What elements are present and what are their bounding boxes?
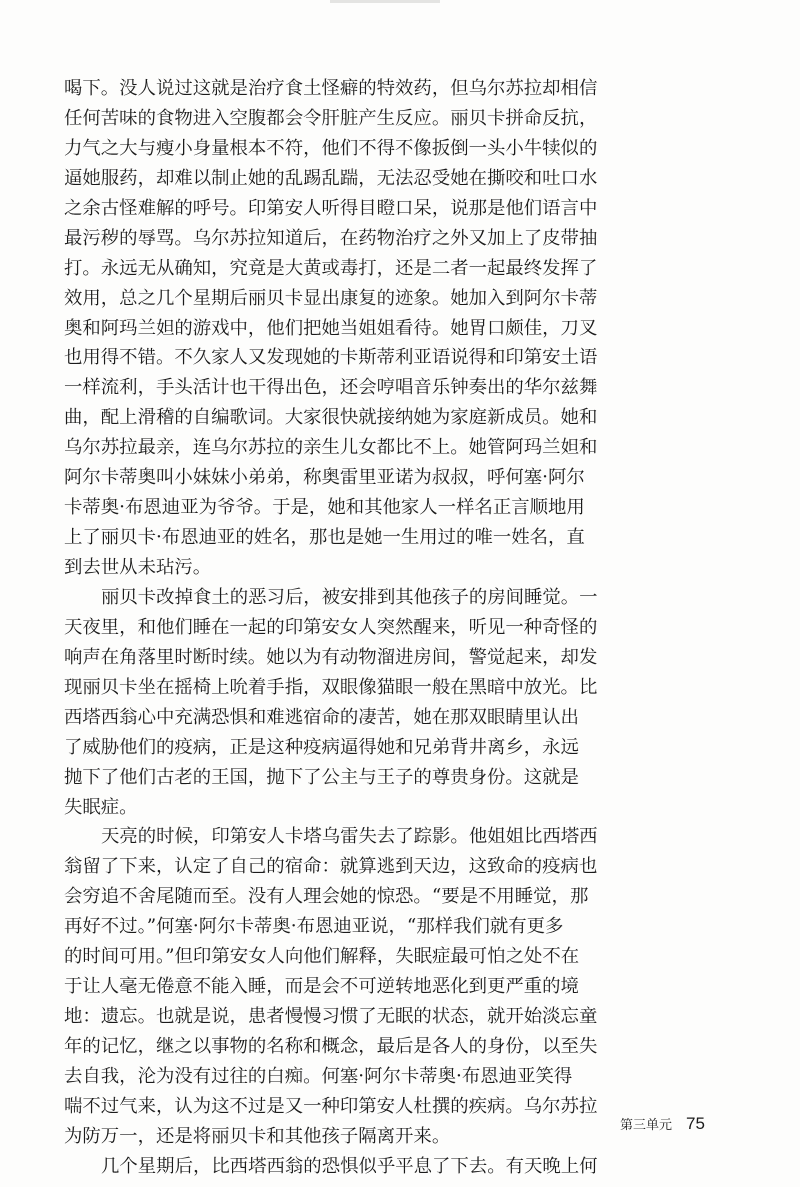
text-line: 效用，总之几个星期后丽贝卡显出康复的迹象。她加入到阿尔卡蒂 [64, 287, 598, 309]
text-line: 西塔西翁心中充满恐惧和难逃宿命的凄苦，她在那双眼睛里认出 [64, 706, 579, 728]
text-line: 几个星期后，比西塔西翁的恐惧似乎平息了下去。有天晚上何 [101, 1155, 598, 1177]
text-line: 喘不过气来，认为这不过是又一种印第安人杜撰的疾病。乌尔苏拉 [64, 1095, 598, 1117]
text-line: 了威胁他们的疫病，正是这种疫病逼得她和兄弟背井离乡，永远 [64, 736, 579, 758]
text-line: 天亮的时候，印第安人卡塔乌雷失去了踪影。他姐姐比西塔西 [101, 826, 598, 848]
scan-top-edge [330, 0, 440, 3]
text-line: 打。永远无从确知，究竟是大黄或毒打，还是二者一起最终发挥了 [64, 257, 598, 279]
text-line: 再好不过。”何塞·阿尔卡蒂奥·布恩迪亚说，“那样我们就有更多 [64, 916, 564, 938]
text-line: 曲，配上滑稽的自编歌词。大家很快就接纳她为家庭新成员。她和 [64, 407, 598, 429]
text-line: 翁留了下来，认定了自己的宿命：就算逃到天边，这致命的疫病也 [64, 856, 598, 878]
text-line: 任何苦味的食物进入空腹都会令肝脏产生反应。丽贝卡拼命反抗， [64, 107, 598, 129]
text-line: 一样流利，手头活计也干得出色，还会哼唱音乐钟奏出的华尔兹舞 [64, 377, 598, 399]
text-line: 之余古怪难解的呼号。印第安人听得目瞪口呆，说那是他们语言中 [64, 197, 598, 219]
text-line: 力气之大与瘦小身量根本不符，他们不得不像扳倒一头小牛犊似的 [64, 137, 598, 159]
text-line: 为防万一，还是将丽贝卡和其他孩子隔离开来。 [64, 1125, 451, 1147]
text-line: 抛下了他们古老的王国，抛下了公主与王子的尊贵身份。这就是 [64, 766, 579, 788]
text-line: 最污秽的辱骂。乌尔苏拉知道后，在药物治疗之外又加上了皮带抽 [64, 227, 598, 249]
body-text [64, 74, 598, 1182]
text-line: 逼她服药，却难以制止她的乱踢乱踹，无法忍受她在撕咬和吐口水 [64, 167, 598, 189]
text-line: 现丽贝卡坐在摇椅上吮着手指，双眼像猫眼一般在黑暗中放光。比 [64, 676, 598, 698]
text-line: 去自我，沦为没有过往的白痴。何塞·阿尔卡蒂奥·布恩迪亚笑得 [64, 1065, 573, 1087]
text-line: 天夜里，和他们睡在一起的印第安女人突然醒来，听见一种奇怪的 [64, 616, 598, 638]
text-line: 响声在角落里时断时续。她以为有动物溜进房间，警觉起来，却发 [64, 646, 598, 668]
paragraph [64, 822, 598, 1151]
text-line: 于让人毫无倦意不能入睡，而是会不可逆转地恶化到更严重的境 [64, 976, 579, 998]
text-line: 奥和阿玛兰妲的游戏中，他们把她当姐姐看待。她胃口颇佳，刀叉 [64, 317, 598, 339]
text-line: 会穷追不舍尾随而至。没有人理会她的惊恐。“要是不用睡觉，那 [64, 886, 589, 908]
paragraph [64, 74, 598, 583]
text-line: 的时间可用。”但印第安女人向他们解释，失眠症最可怕之处不在 [64, 946, 580, 968]
paragraph [64, 1152, 598, 1182]
text-line: 上了丽贝卡·布恩迪亚的姓名，那也是她一生用过的唯一姓名，直 [64, 527, 585, 549]
text-line: 失眠症。 [64, 796, 138, 818]
text-line: 喝下。没人说过这就是治疗食土怪癖的特效药，但乌尔苏拉却相信 [64, 78, 598, 99]
text-line: 乌尔苏拉最亲，连乌尔苏拉的亲生儿女都比不上。她管阿玛兰妲和 [64, 437, 598, 459]
text-line: 卡蒂奥·布恩迪亚为爷爷。于是，她和其他家人一样名正言顺地用 [64, 497, 585, 519]
page-footer [620, 1114, 705, 1138]
text-line: 地：遗忘。也就是说，患者慢慢习惯了无眠的状态，就开始淡忘童 [64, 1006, 598, 1028]
paragraph [64, 583, 598, 823]
unit-label: 第三单元 [620, 1118, 673, 1133]
text-line: 到去世从未玷污。 [64, 557, 212, 578]
text-line: 阿尔卡蒂奥叫小妹妹小弟弟，称奥雷里亚诺为叔叔，呼何塞·阿尔 [64, 467, 585, 489]
text-line: 丽贝卡改掉食土的恶习后，被安排到其他孩子的房间睡觉。一 [101, 586, 598, 608]
text-line: 也用得不错。不久家人又发现她的卡斯蒂利亚语说得和印第安土语 [64, 347, 598, 369]
text-line: 年的记忆，继之以事物的名称和概念，最后是各人的身份，以至失 [64, 1036, 598, 1057]
page-number: 75 [686, 1114, 705, 1133]
